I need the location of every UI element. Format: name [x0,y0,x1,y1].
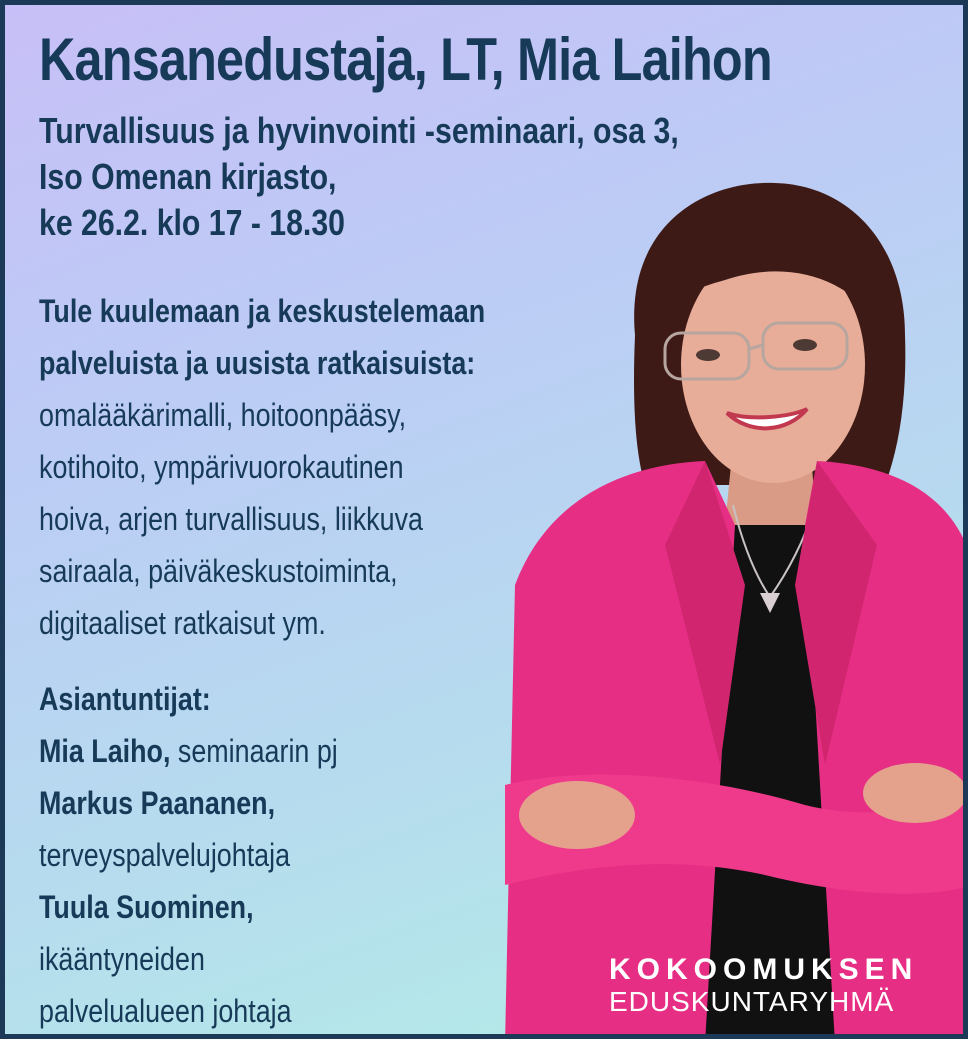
event-venue: Iso Omenan kirjasto, [39,156,337,197]
topic-line: kotihoito, ympärivuorokautinen [39,449,404,485]
expert-role: seminaarin pj [177,733,338,769]
party-logo [609,953,918,1017]
hand-right [863,763,967,823]
topic-line: sairaala, päiväkeskustoiminta, [39,553,398,589]
poster-title: Kansanedustaja, LT, Mia Laihon [39,26,772,93]
invitation-text [39,285,485,649]
expert-name: Tuula Suominen, [39,889,254,925]
expert-role: terveyspalvelujohtaja [39,837,291,873]
hand-left [519,781,635,849]
invite-bold-line: palveluista ja uusista ratkaisuista: [39,345,476,381]
expert-row [39,725,338,777]
topic-line: omalääkärimalli, hoitoonpääsy, [39,397,407,433]
topic-line: hoiva, arjen turvallisuus, liikkuva [39,501,423,537]
expert-role: palvelualueen johtaja [39,993,292,1029]
experts-section [39,673,338,1037]
invite-bold-line: Tule kuulemaan ja keskustelemaan [39,293,486,329]
portrait-photo [505,165,968,1039]
event-name: Turvallisuus ja hyvinvointi -seminaari, osa 3, [39,110,679,151]
logo-line-2: EDUSKUNTARYHMÄ [609,986,895,1017]
event-time: ke 26.2. klo 17 - 18.30 [39,202,345,243]
expert-role: ikääntyneiden [39,941,205,977]
logo-line-1: KOKOOMUKSEN [609,953,919,986]
expert-name: Markus Paananen, [39,785,276,821]
experts-heading: Asiantuntijat: [39,681,211,717]
expert-name: Mia Laiho, [39,733,171,769]
topic-line: digitaaliset ratkaisut ym. [39,605,326,641]
